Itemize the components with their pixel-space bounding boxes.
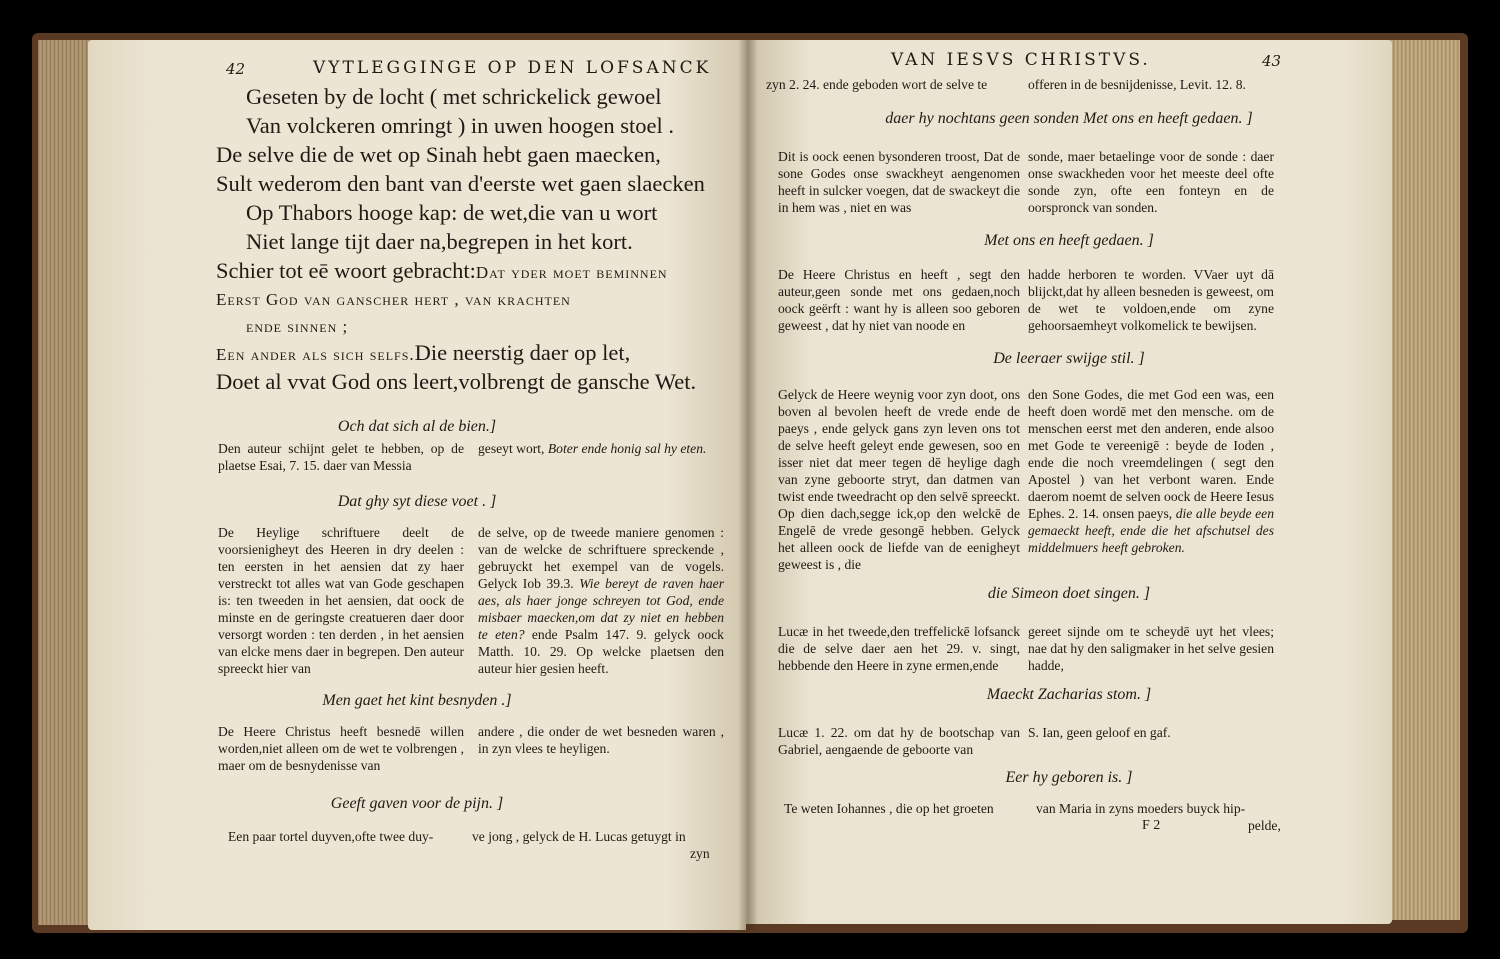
left-catchword: zyn: [690, 846, 710, 861]
right-p4-col2-text: gereet sijnde om te scheydē uyt het vlees; nae dat hy den saligmaker in het selve gesien hadde,: [1028, 624, 1274, 673]
left-p1-col2-b: Boter ende honig sal hy eten.: [547, 441, 707, 456]
right-page: [746, 40, 1392, 924]
left-p2-col1: [218, 524, 464, 677]
right-p2-col1-text: De Heere Christus en heeft , segt den auteur,geen sonde met ons gedaen,noch oock geërft : want hy is alleen soo geboren geweest , dat hy niet van noode en: [778, 267, 1020, 333]
right-top-col1: zyn 2. 24. ende geboden wort de selve te: [766, 77, 988, 92]
left-heading-2: Dat ghy syt diese voet . ]: [337, 493, 497, 510]
right-p6-col2: van Maria in zyns moeders buyck hip-: [1036, 801, 1246, 816]
left-p4-col1: Een paar tortel duyven,ofte twee duy-: [228, 829, 434, 844]
right-heading-4: die Simeon doet singen. ]: [987, 585, 1151, 602]
right-p3-col1-text: Gelyck de Heere weynig voor zyn doot, ons boven al bevolen heeft de vrede ende de paeys , ende gelyck gans zyn leven ons tot de selve heeft geleyt ende gewesen, soo en isser niet dat meer tegen dē heylige dagh van zyne geboorte stryt, dan datmen van twist ende tweedracht op den selvē spreeckt. Op dien dach,segge ick,op den welckē de Engelē de vrede gesongē hebben. Gelyck het alleen oock de liefde van de eenigheyt geweest is , die: [778, 387, 1020, 572]
signature-mark: F 2: [1142, 818, 1161, 833]
right-heading-6: Eer hy geboren is. ]: [1005, 769, 1133, 786]
verse-line-11: Doet al vvat God ons leert,volbrengt de gansche Wet.: [216, 369, 697, 394]
right-p1-col2: [1028, 148, 1274, 216]
right-p1-col1-text: Dit is oock eenen bysonderen troost, Dat de sone Godes onse swackheyt aengenomen heeft in sulcker voegen, dat de swackeyt die in hem was , niet en was: [778, 149, 1020, 215]
right-p4-col1-text: Lucæ in het tweede,den treffelickē lofsanck die de selve daer aen het 29. v. singt, hebbende den Heere in zyne ermen,ende: [778, 624, 1020, 673]
verse-line-8: Eerst God van ganscher hert , van krachten: [216, 290, 571, 309]
left-p4-col2: ve jong , gelyck de H. Lucas getuygt in: [472, 829, 686, 844]
right-p5-col2-text: S. Ian, geen geloof en gaf.: [1028, 725, 1171, 740]
left-page-number: 42: [226, 60, 246, 78]
left-p3-col1: [218, 723, 464, 774]
left-running-head: VYTLEGGINGE OP DEN LOFSANCK: [313, 58, 712, 78]
right-p4-col1: [778, 623, 1020, 674]
left-heading-4: Geeft gaven voor de pijn. ]: [330, 795, 504, 812]
right-heading-3: De leeraer swijge stil. ]: [993, 350, 1145, 367]
left-p2-col2-a: de selve, op de tweede maniere genomen : van de welcke de schriftuere spreckende , gebruyckt het exempel van de vogels. Gelyck Iob 39.3.: [478, 525, 724, 591]
verse-line-3: De selve die de wet op Sinah hebt gaen maecken,: [216, 142, 661, 167]
right-p2-col2: [1028, 266, 1274, 334]
right-p2-col1: [778, 266, 1020, 334]
left-p1-col2: [478, 440, 724, 457]
verse-line-1: Geseten by de locht ( met schrickelick gewoel: [246, 84, 662, 109]
left-p2-col2-text: [478, 524, 724, 677]
left-heading-3: Men gaet het kint besnyden .]: [322, 692, 512, 709]
right-heading-1: daer hy nochtans geen sonden Met ons en heeft gedaen. ]: [885, 110, 1253, 127]
verse-line-10: [216, 338, 630, 369]
right-running-head: VAN IESVS CHRISTVS.: [891, 50, 1151, 70]
left-heading-1: Och dat sich al de bien.]: [337, 418, 497, 435]
right-page-number: 43: [1262, 52, 1282, 70]
right-heading-5: Maeckt Zacharias stom. ]: [986, 686, 1152, 703]
verse-line-4: Sult wederom den bant van d'eerste wet gaen slaecken: [216, 171, 705, 196]
verse-line-5: Op Thabors hooge kap: de wet,die van u wort: [246, 200, 658, 225]
left-p3-col2-text: andere , die onder de wet besneden waren , in zyn vlees te heyligen.: [478, 724, 724, 756]
verse-line-10-text: Die neerstig daer op let,: [414, 340, 631, 365]
verse-line-7: [216, 256, 668, 287]
right-catchword: pelde,: [1248, 818, 1281, 833]
right-p1-col1: [778, 148, 1020, 216]
verse-line-9: ende sinnen ;: [246, 317, 349, 336]
right-p3-col2: [1028, 386, 1274, 556]
verse-line-6: Niet lange tijt daer na,begrepen in het kort.: [246, 229, 633, 254]
right-top-col2: offeren in de besnijdenisse, Levit. 12. 8.: [1028, 77, 1246, 92]
book-gutter: [738, 40, 758, 930]
right-p5-col2: [1028, 724, 1274, 741]
left-p2-col2-c: ende Psalm 147. 9. gelyck oock Matth. 10. 29. Op welcke plaetsen den auteur hier gesien heeft.: [478, 627, 724, 676]
left-p2-col1-text: De Heylige schriftuere deelt de voorsienigheyt des Heeren in dry deelen : ten eersten in het aensien dat zy haer verstreckt tot alles wat van Gode geschapen is: ten tweeden in het aensien, dat oock de minste en de geringste creatueren daer door versorgt worden : ten derden , in het aensien van elcke mens daer in begrepen. Den auteur spreeckt hier van: [218, 525, 464, 676]
page-edges-right: [1382, 40, 1460, 920]
right-p6-col1: Te weten Iohannes , die op het groeten: [784, 801, 994, 816]
verse-line-2: Van volckeren omringt ) in uwen hoogen stoel .: [246, 113, 675, 138]
verse-line-7-text: Schier tot eē woort gebracht:: [216, 258, 476, 283]
verse-smallcaps-1: Dat yder moet beminnen: [475, 263, 668, 282]
right-p3-col2-a: den Sone Godes, die met God een was, een heeft doen wordē met den mensche. om de menschen eerst met den anderen, ende alsoo met Gode te vereenigē : beyde de Ioden , ende die noch vreemdelingen ( segt den Apostel ) van het verbont waren. Ende daerom noemt de selven oock de Heere Iesus Ephes. 2. 14. onsen paeys,: [1028, 387, 1274, 521]
left-p1-col2-a: geseyt wort,: [478, 441, 548, 456]
right-p4-col2: [1028, 623, 1274, 674]
right-p5-col1: [778, 724, 1020, 758]
right-p3-col2-b: die alle beyde een gemaeckt heeft, ende die het afschutsel des middelmuers heeft gebroken.: [1028, 506, 1274, 555]
right-p3-col1: [778, 386, 1020, 573]
right-p3-col2-text: [1028, 386, 1274, 556]
right-p1-col2-text: sonde, maer betaelinge voor de sonde : daer onse swackheden voor het meeste deel ofte sonde zyn, ofte een fonteyn en de oorspronck van sonden.: [1028, 149, 1274, 215]
left-p1-col1: [218, 440, 464, 474]
left-p2-col2-b: Wie bereyt de raven haer aes, als haer jonge schreyen tot God, ende misbaer maecken,om dat zy niet en hebben te eten?: [478, 576, 724, 642]
left-p2-col2: [478, 524, 724, 677]
left-p3-col1-text: De Heere Christus heeft besnedē willen worden,niet alleen om de wet te volbrengen , maer om de besnydenisse van: [218, 724, 464, 773]
right-p5-col1-text: Lucæ 1. 22. om dat hy de bootschap van Gabriel, aengaende de geboorte van: [778, 725, 1020, 757]
left-page: [88, 40, 746, 930]
right-heading-2: Met ons en heeft gedaen. ]: [984, 232, 1154, 249]
left-p1-col1-text: Den auteur schijnt gelet te hebben, op de plaetse Esai, 7. 15. daer van Messia: [218, 441, 464, 473]
left-p1-col2-text: [478, 440, 724, 457]
left-p3-col2: [478, 723, 724, 757]
right-p2-col2-text: hadde herboren te worden. VVaer uyt dā blijckt,dat hy alleen besneden is geweest, om de wet te voldoen,ende om zyne gehoorsaemheyt volkomelick te bewijsen.: [1028, 267, 1274, 333]
verse-smallcaps-4: Een ander als sich selfs.: [216, 345, 415, 364]
